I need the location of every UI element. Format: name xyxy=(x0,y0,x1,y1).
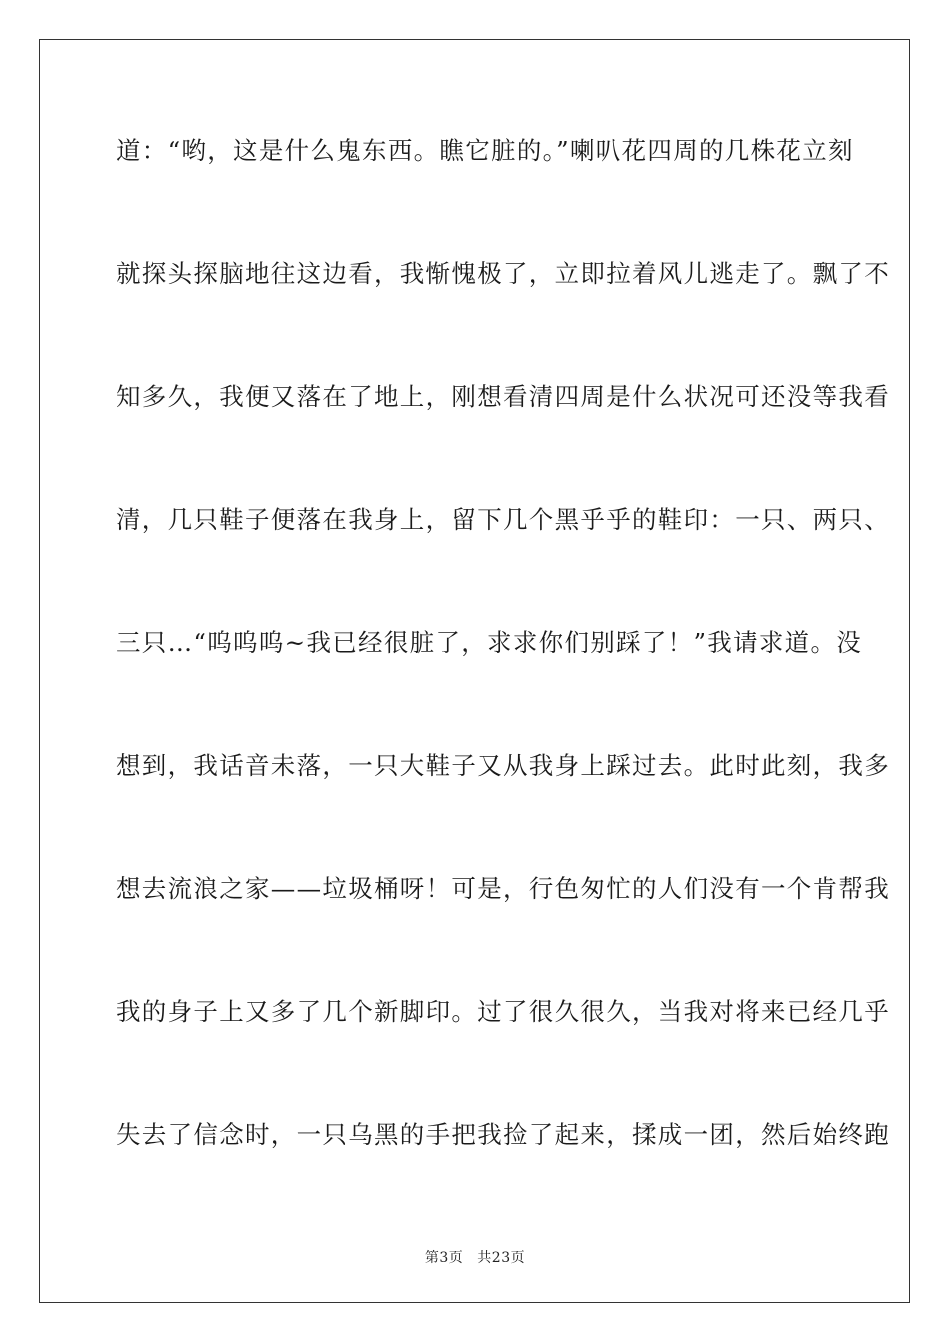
page-total: 共23页 xyxy=(477,1250,526,1266)
text-line: 知多久，我便又落在了地上，刚想看清四周是什么状况可还没等我看 xyxy=(116,382,890,411)
document-body xyxy=(116,118,890,1225)
text-line: 想去流浪之家——垃圾桶呀！可是，行色匆忙的人们没有一个肯帮我 xyxy=(116,874,890,903)
text-line: 失去了信念时，一只乌黑的手把我捡了起来，揉成一团，然后始终跑 xyxy=(116,1120,890,1149)
page-footer xyxy=(0,1247,950,1267)
page-number: 第3页 xyxy=(424,1250,464,1266)
text-line: 想到，我话音未落，一只大鞋子又从我身上踩过去。此时此刻，我多 xyxy=(116,751,890,780)
text-line: 我的身子上又多了几个新脚印。过了很久很久，当我对将来已经几乎 xyxy=(116,997,890,1026)
text-line: 清，几只鞋子便落在我身上，留下几个黑乎乎的鞋印：一只、两只、 xyxy=(116,505,890,534)
text-line: 就探头探脑地往这边看，我惭愧极了，立即拉着风儿逃走了。飘了不 xyxy=(116,259,890,288)
text-line: 三只…“呜呜呜~我已经很脏了，求求你们别踩了！”我请求道。没 xyxy=(116,628,863,657)
text-line: 道：“哟，这是什么鬼东西。瞧它脏的。”喇叭花四周的几株花立刻 xyxy=(116,136,854,165)
